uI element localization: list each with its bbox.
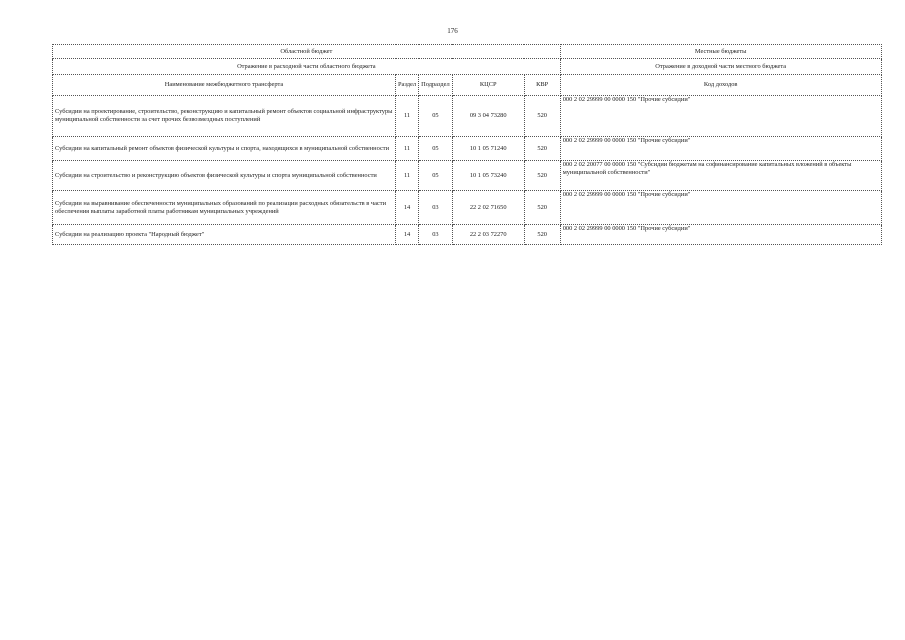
section-cell: 14	[396, 191, 419, 225]
subsection-cell: 05	[419, 96, 453, 137]
header-row-columns	[53, 75, 882, 96]
intergovernmental-transfers-table	[52, 44, 882, 245]
section-cell: 11	[396, 96, 419, 137]
kcsr-cell: 09 3 04 73280	[452, 96, 524, 137]
page-number: 176	[447, 27, 458, 35]
kcsr-cell: 22 2 02 71650	[452, 191, 524, 225]
income-code-cell: 000 2 02 29999 00 0000 150 "Прочие субсидии"	[560, 96, 881, 137]
income-reflection-header: Отражение в доходной части местного бюджета	[560, 59, 881, 75]
transfer-name: Субсидии на проектирование, строительство, реконструкцию и капитальный ремонт объектов социальной инфраструктуры муниципальной собственности за счет прочих безвозмездных поступлений	[53, 96, 396, 137]
subsection-cell: 05	[419, 137, 453, 161]
col-kvr-header: КВР	[524, 75, 560, 96]
kcsr-cell: 10 1 05 73240	[452, 161, 524, 191]
income-code-cell: 000 2 02 20077 00 0000 150 "Субсидии бюджетам на софинансирование капитальных вложений в объекты муниципальной собственности"	[560, 161, 881, 191]
kvr-cell: 520	[524, 225, 560, 245]
expense-reflection-header: Отражение в расходной части областного бюджета	[53, 59, 561, 75]
kcsr-cell: 10 1 05 71240	[452, 137, 524, 161]
local-budgets-header: Местные бюджеты	[560, 45, 881, 59]
table-row	[53, 225, 882, 245]
income-code-cell: 000 2 02 29999 00 0000 150 "Прочие субсидии"	[560, 225, 881, 245]
col-section-header: Раздел	[396, 75, 419, 96]
kvr-cell: 520	[524, 161, 560, 191]
income-code-cell: 000 2 02 29999 00 0000 150 "Прочие субсидии"	[560, 191, 881, 225]
col-name-header: Наименование межбюджетного трансферта	[53, 75, 396, 96]
kvr-cell: 520	[524, 137, 560, 161]
transfer-name: Субсидии на реализацию проекта "Народный бюджет"	[53, 225, 396, 245]
section-cell: 14	[396, 225, 419, 245]
income-code-cell: 000 2 02 29999 00 0000 150 "Прочие субсидии"	[560, 137, 881, 161]
col-income-code-header: Код доходов	[560, 75, 881, 96]
kcsr-cell: 22 2 03 72270	[452, 225, 524, 245]
table-row	[53, 191, 882, 225]
transfer-name: Субсидии на капитальный ремонт объектов физической культуры и спорта, находящихся в муниципальной собственности	[53, 137, 396, 161]
subsection-cell: 03	[419, 225, 453, 245]
section-cell: 11	[396, 161, 419, 191]
table-row	[53, 96, 882, 137]
col-subsection-header: Подраздел	[419, 75, 453, 96]
table-row	[53, 161, 882, 191]
kvr-cell: 520	[524, 191, 560, 225]
table-row	[53, 137, 882, 161]
subsection-cell: 03	[419, 191, 453, 225]
transfer-name: Субсидии на выравнивание обеспеченности муниципальных образований по реализации расходных обязательств в части обеспечения выплаты заработной платы работникам муниципальных учреждений	[53, 191, 396, 225]
subsection-cell: 05	[419, 161, 453, 191]
col-kcsr-header: КЦСР	[452, 75, 524, 96]
regional-budget-header: Областной бюджет	[53, 45, 561, 59]
header-row-reflection	[53, 59, 882, 75]
kvr-cell: 520	[524, 96, 560, 137]
header-row-budgets	[53, 45, 882, 59]
transfer-name: Субсидии на строительство и реконструкцию объектов физической культуры и спорта муниципальной собственности	[53, 161, 396, 191]
section-cell: 11	[396, 137, 419, 161]
